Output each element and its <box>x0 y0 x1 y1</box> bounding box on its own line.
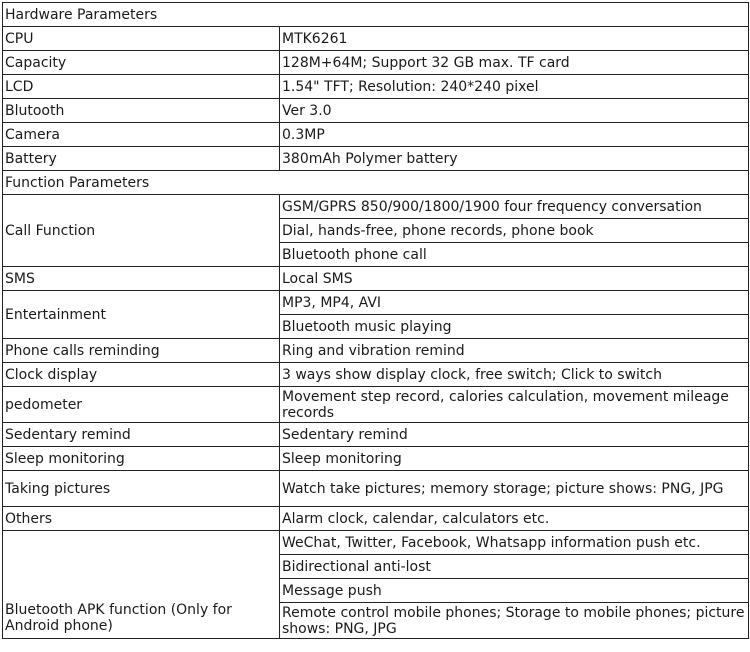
table-row <box>3 51 749 75</box>
row-value-clock: 3 ways show display clock, free switch; Click to switch <box>280 363 749 387</box>
row-value-bt-apk-4: Remote control mobile phones; Storage to mobile phones; picture shows: PNG, JPG <box>280 603 749 639</box>
row-label-sms: SMS <box>3 267 280 291</box>
row-value-phone-calls: Ring and vibration remind <box>280 339 749 363</box>
table-row <box>3 123 749 147</box>
row-value-sleep: Sleep monitoring <box>280 447 749 471</box>
row-label-capacity: Capacity <box>3 51 280 75</box>
section-heading-hardware: Hardware Parameters <box>3 3 749 27</box>
row-label-pictures: Taking pictures <box>3 471 280 507</box>
row-value-pedometer: Movement step record, calories calculation, movement mileage records <box>280 387 749 423</box>
row-value-sedentary: Sedentary remind <box>280 423 749 447</box>
row-label-clock: Clock display <box>3 363 280 387</box>
row-label-bt-apk: Bluetooth APK function (Only for Android phone) <box>3 531 280 639</box>
table-row <box>3 387 749 423</box>
table-row <box>3 75 749 99</box>
table-row <box>3 99 749 123</box>
row-value-lcd: 1.54" TFT; Resolution: 240*240 pixel <box>280 75 749 99</box>
row-value-cpu: MTK6261 <box>280 27 749 51</box>
row-value-call-2: Dial, hands-free, phone records, phone book <box>280 219 749 243</box>
table-row <box>3 195 749 219</box>
row-label-lcd: LCD <box>3 75 280 99</box>
row-value-bt-apk-3: Message push <box>280 579 749 603</box>
row-value-others: Alarm clock, calendar, calculators etc. <box>280 507 749 531</box>
row-label-battery: Battery <box>3 147 280 171</box>
table-row <box>3 339 749 363</box>
table-row <box>3 471 749 507</box>
row-value-call-1: GSM/GPRS 850/900/1800/1900 four frequency conversation <box>280 195 749 219</box>
row-label-others: Others <box>3 507 280 531</box>
row-label-camera: Camera <box>3 123 280 147</box>
row-label-sedentary: Sedentary remind <box>3 423 280 447</box>
table-row <box>3 531 749 555</box>
row-value-bt-apk-2: Bidirectional anti-lost <box>280 555 749 579</box>
table-row <box>3 447 749 471</box>
table-row <box>3 27 749 51</box>
row-label-cpu: CPU <box>3 27 280 51</box>
row-value-call-3: Bluetooth phone call <box>280 243 749 267</box>
table-row <box>3 363 749 387</box>
row-label-entertainment: Entertainment <box>3 291 280 339</box>
row-value-sms: Local SMS <box>280 267 749 291</box>
section-row-function <box>3 171 749 195</box>
row-value-bluetooth: Ver 3.0 <box>280 99 749 123</box>
row-value-bt-apk-1: WeChat, Twitter, Facebook, Whatsapp information push etc. <box>280 531 749 555</box>
row-value-capacity: 128M+64M; Support 32 GB max. TF card <box>280 51 749 75</box>
row-value-pictures: Watch take pictures; memory storage; picture shows: PNG, JPG <box>280 471 749 507</box>
row-value-camera: 0.3MP <box>280 123 749 147</box>
table-row <box>3 507 749 531</box>
row-label-bluetooth: Blutooth <box>3 99 280 123</box>
table-row <box>3 147 749 171</box>
row-label-phone-calls: Phone calls reminding <box>3 339 280 363</box>
row-label-sleep: Sleep monitoring <box>3 447 280 471</box>
row-label-pedometer: pedometer <box>3 387 280 423</box>
table-row <box>3 267 749 291</box>
table-row <box>3 291 749 315</box>
row-value-battery: 380mAh Polymer battery <box>280 147 749 171</box>
row-label-call-function: Call Function <box>3 195 280 267</box>
section-heading-function: Function Parameters <box>3 171 749 195</box>
spec-table <box>2 2 749 639</box>
table-row <box>3 423 749 447</box>
section-row-hardware <box>3 3 749 27</box>
row-value-entertainment-2: Bluetooth music playing <box>280 315 749 339</box>
row-value-entertainment-1: MP3, MP4, AVI <box>280 291 749 315</box>
